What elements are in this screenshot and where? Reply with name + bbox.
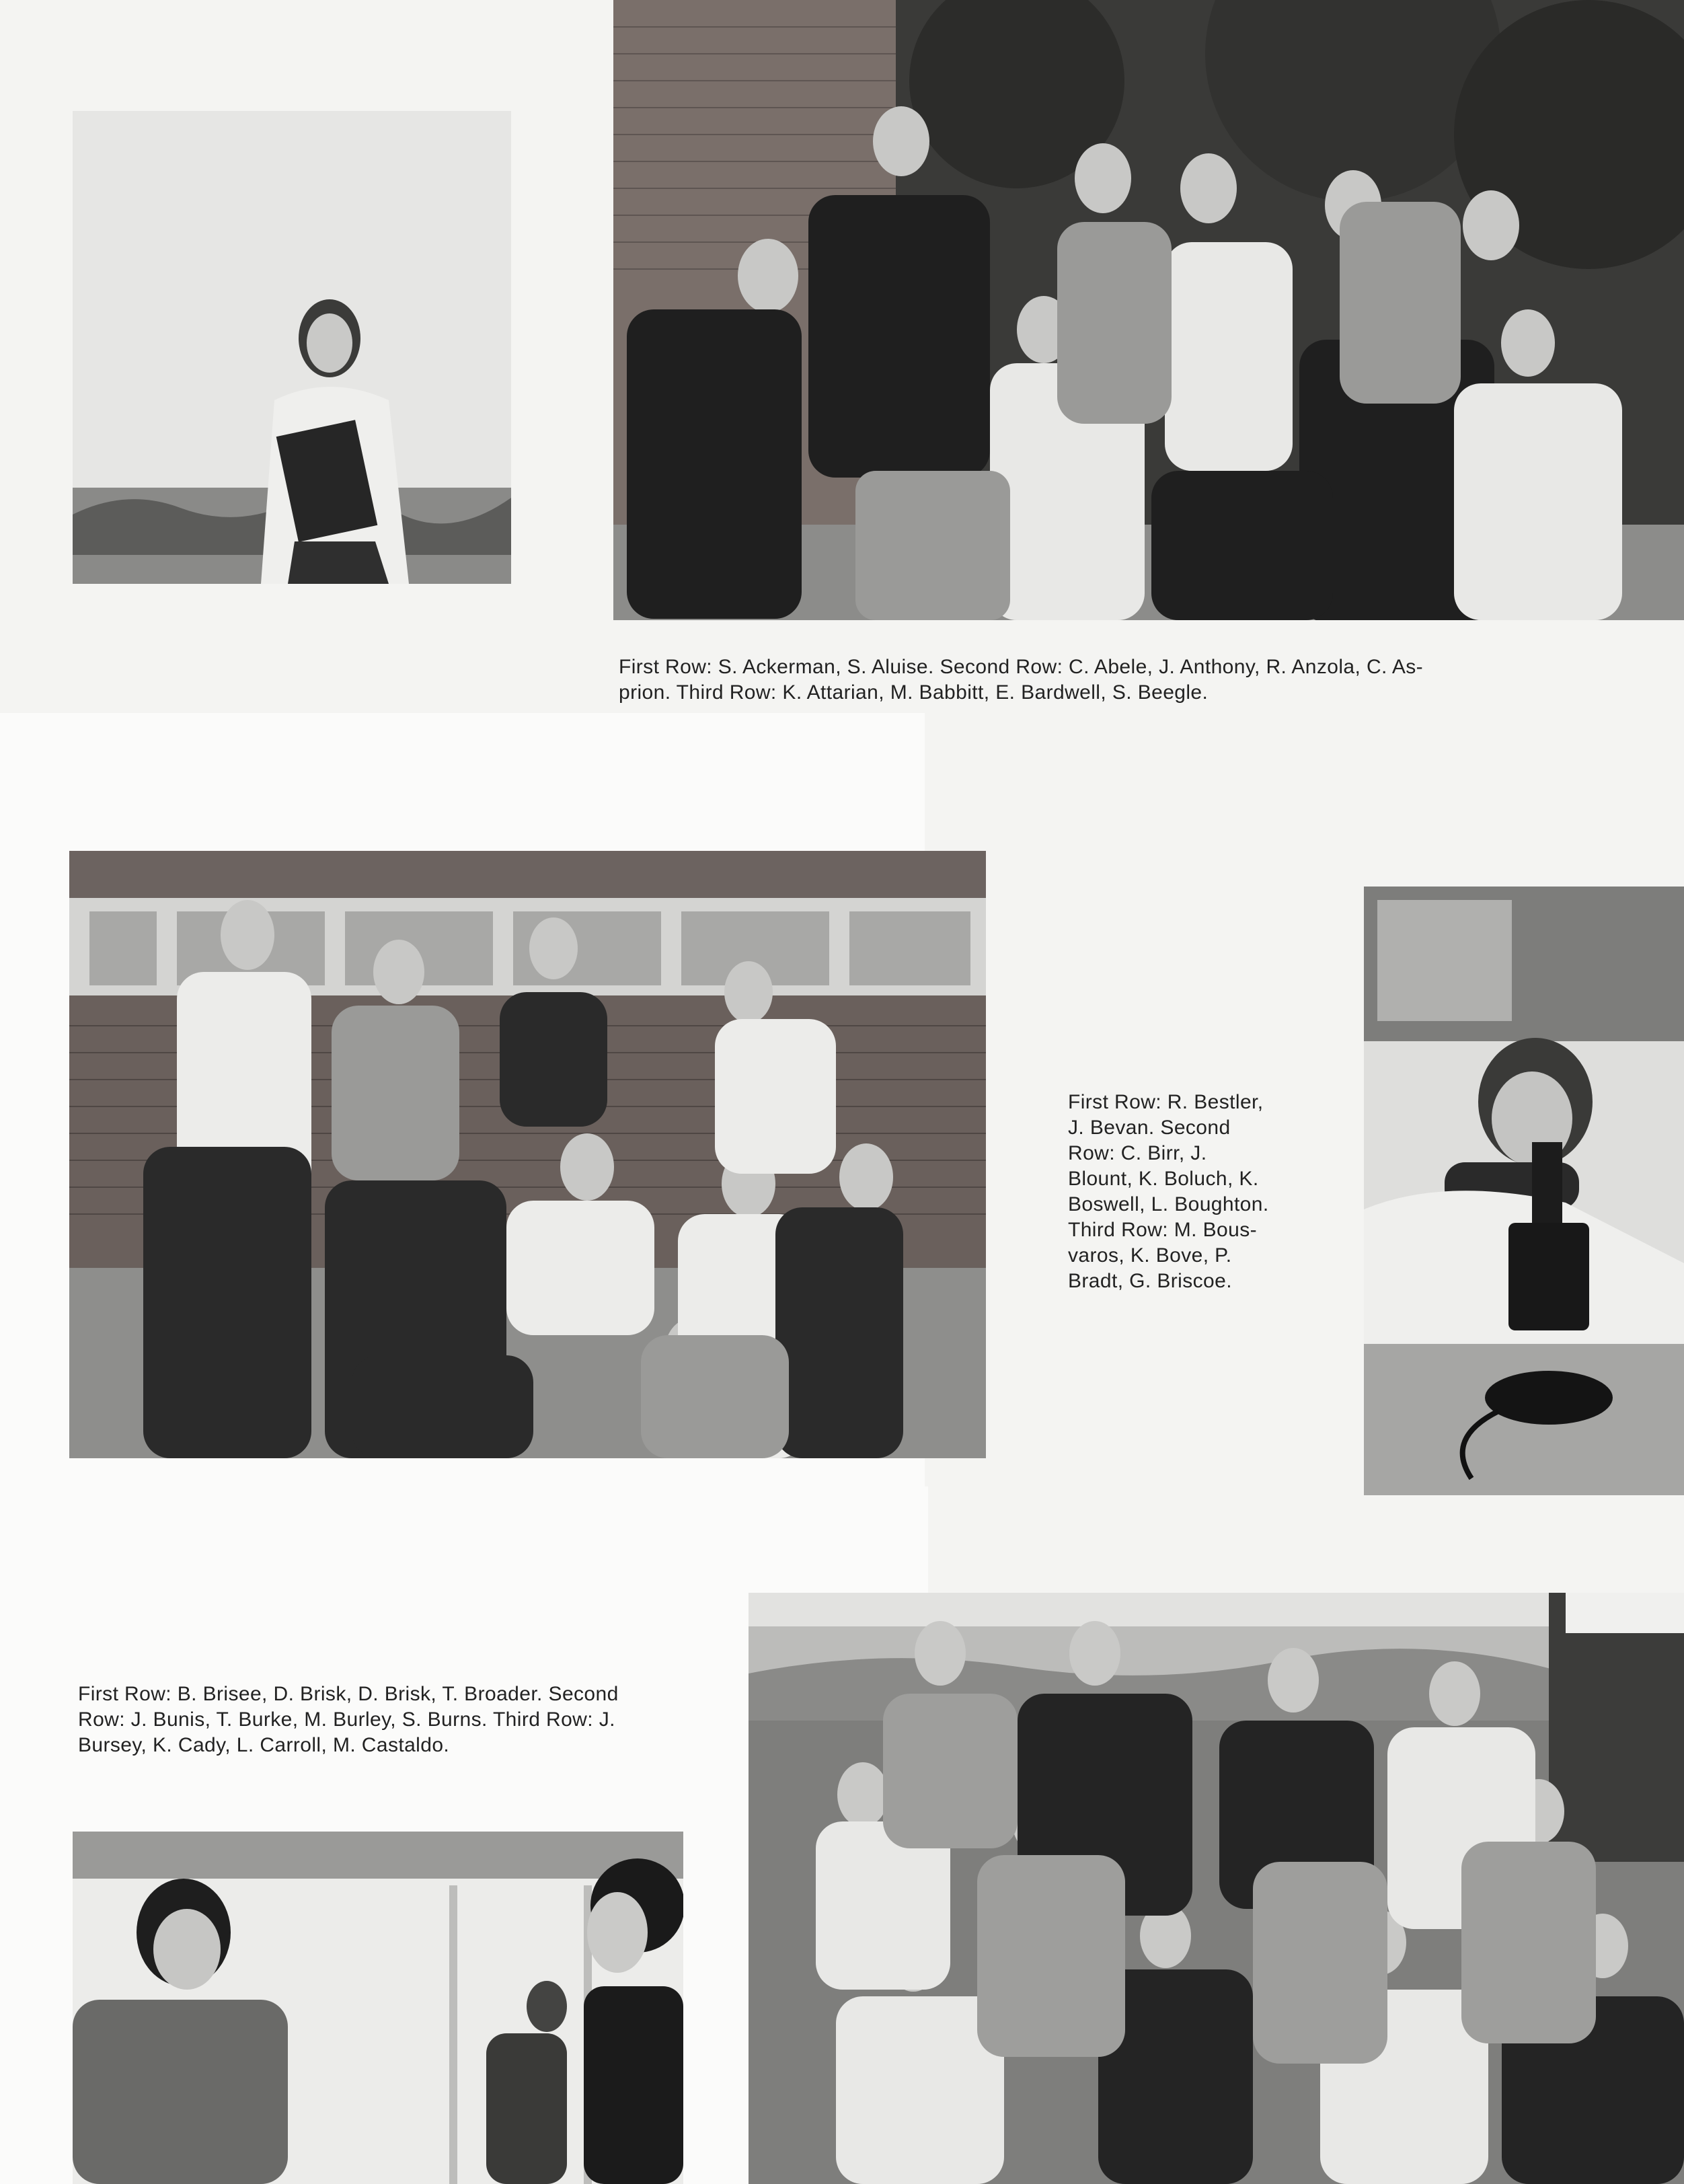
caption-line: First Row: R. Bestler,: [1068, 1091, 1264, 1113]
caption-line: Bradt, G. Briscoe.: [1068, 1270, 1232, 1292]
caption-group-three: [78, 1682, 619, 1758]
caption-line: Blount, K. Boluch, K.: [1068, 1168, 1259, 1190]
caption-line: Boswell, L. Boughton.: [1068, 1193, 1269, 1215]
caption-line: Third Row: M. Bous-: [1068, 1219, 1257, 1241]
caption-line: Row: C. Birr, J.: [1068, 1142, 1207, 1164]
caption-line: varos, K. Bove, P.: [1068, 1244, 1232, 1267]
group-photo-first-row-ackerman: [613, 0, 1684, 620]
group-photo-first-row-bestler: [69, 851, 986, 1458]
candid-photo-student-with-notebook: [73, 111, 511, 584]
caption-line: prion. Third Row: K. Attarian, M. Babbitt, E. Bardwell, S. Beegle.: [619, 681, 1209, 704]
caption-line: Row: J. Bunis, T. Burke, M. Burley, S. Burns. Third Row: J.: [78, 1708, 615, 1731]
caption-group-two: [1068, 1090, 1269, 1294]
candid-photo-student-at-microscope: [1364, 887, 1684, 1495]
caption-line: J. Bevan. Second: [1068, 1117, 1231, 1139]
caption-group-one: [619, 654, 1423, 706]
group-photo-first-row-brisee: [749, 1593, 1684, 2184]
caption-line: Bursey, K. Cady, L. Carroll, M. Castaldo.: [78, 1734, 450, 1756]
candid-photo-students-in-hallway: [73, 1832, 683, 2184]
caption-line: First Row: S. Ackerman, S. Aluise. Second Row: C. Abele, J. Anthony, R. Anzola, C. As-: [619, 656, 1424, 678]
caption-line: First Row: B. Brisee, D. Brisk, D. Brisk, T. Broader. Second: [78, 1683, 619, 1705]
